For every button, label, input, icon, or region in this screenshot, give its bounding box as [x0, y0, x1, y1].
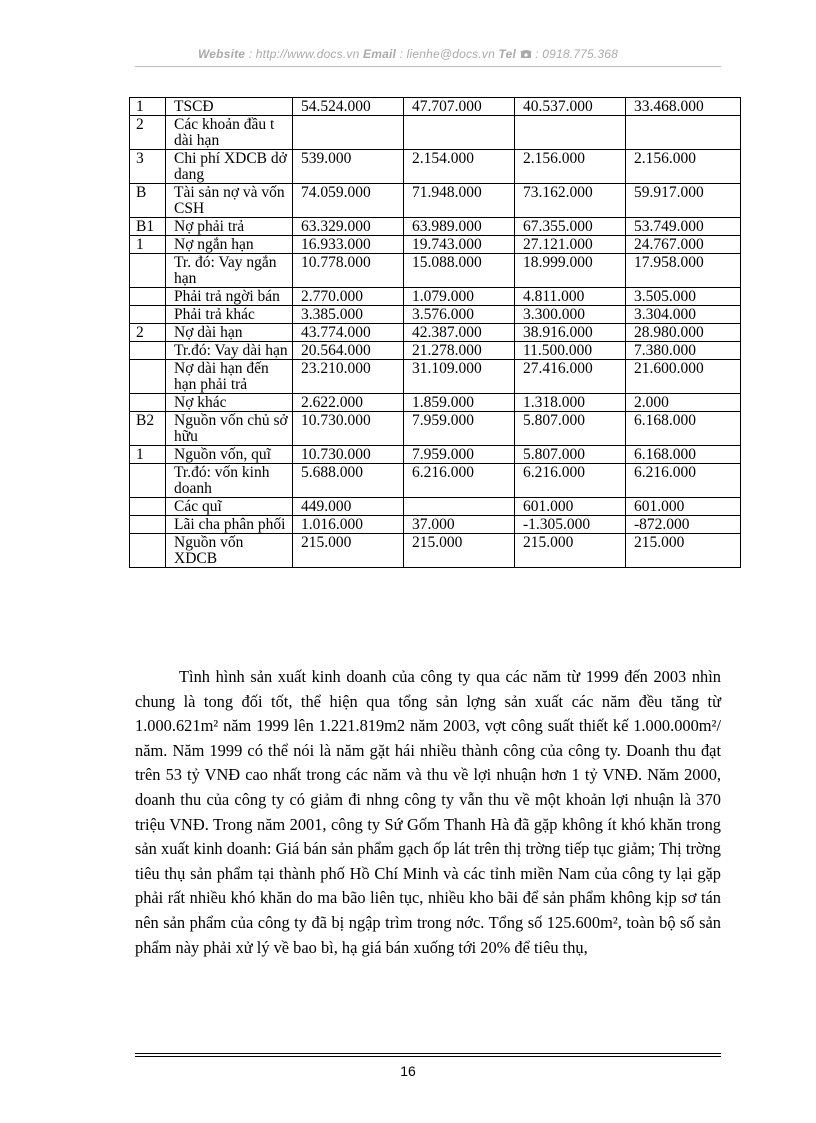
value-cell-1: 2.770.000: [293, 288, 404, 306]
value-cell-4: 24.767.000: [626, 236, 741, 254]
phone-icon: [520, 49, 532, 59]
value-cell-4: 6.168.000: [626, 446, 741, 464]
value-cell-2: 3.576.000: [404, 306, 515, 324]
value-cell-2: 63.989.000: [404, 218, 515, 236]
value-cell-1: 449.000: [293, 498, 404, 516]
value-cell-4: 6.216.000: [626, 464, 741, 498]
item-cell: Nợ phải trả: [166, 218, 293, 236]
value-cell-3: 2.156.000: [515, 150, 626, 184]
value-cell-3: 73.162.000: [515, 184, 626, 218]
value-cell-1: 10.730.000: [293, 412, 404, 446]
item-cell: Các khoản đầu t dài hạn: [166, 116, 293, 150]
row-number-cell: B: [130, 184, 166, 218]
row-number-cell: 2: [130, 116, 166, 150]
value-cell-3: 3.300.000: [515, 306, 626, 324]
page-header: [0, 47, 816, 61]
value-cell-1: 23.210.000: [293, 360, 404, 394]
item-cell: Nợ dài hạn đến hạn phải trả: [166, 360, 293, 394]
row-number-cell: 1: [130, 446, 166, 464]
body-paragraph: Tình hình sản xuất kinh doanh của công ty qua các năm từ 1999 đến 2003 nhìn chung là tong đối tốt, thể hiện qua tổng sản lợng sản xuất các năm đều tăng từ 1.000.621m² năm 1999 lên 1.221.819m2 năm 2003, vợt công suất thiết kế 1.000.000m²/ năm. Năm 1999 có thể nói là năm gặt hái nhiều thành công của công ty. Doanh thu đạt trên 53 tỷ VNĐ cao nhất trong các năm và thu về lợi nhuận hơn 1 tỷ VNĐ. Năm 2000, doanh thu của công ty có giảm đi nhng công ty vẫn thu về một khoản lợi nhuận là 370 triệu VNĐ. Trong năm 2001, công ty Sứ Gốm Thanh Hà đã gặp không ít khó khăn trong sản xuất kinh doanh: Giá bán sản phẩm gạch ốp lát trên thị trờng tiếp tục giảm; Thị trờng tiêu thụ sản phẩm tại thành phố Hồ Chí Minh và các tỉnh miền Nam của công ty lại gặp phải rất nhiều khó khăn do ma bão liên tục, nhiều kho bãi để sản phẩm không kịp sơ tán nên sản phẩm của công ty đã bị ngập trìm trong nớc. Tổng số 125.600m², toàn bộ số sản phẩm này phải xử lý về bao bì, hạ giá bán xuống tới 20% để tiêu thụ,: [135, 667, 721, 957]
value-cell-1: 215.000: [293, 534, 404, 568]
table-body: [130, 98, 741, 568]
value-cell-2: 31.109.000: [404, 360, 515, 394]
value-cell-2: 7.959.000: [404, 412, 515, 446]
item-cell: Nguồn vốn XDCB: [166, 534, 293, 568]
item-cell: Các quĩ: [166, 498, 293, 516]
value-cell-1: 3.385.000: [293, 306, 404, 324]
row-number-cell: [130, 288, 166, 306]
value-cell-2: 1.859.000: [404, 394, 515, 412]
item-cell: Tài sản nợ và vốn CSH: [166, 184, 293, 218]
value-cell-2: 47.707.000: [404, 98, 515, 116]
item-cell: Nguồn vốn, quĩ: [166, 446, 293, 464]
row-number-cell: [130, 342, 166, 360]
table-row: [130, 394, 741, 412]
value-cell-2: 37.000: [404, 516, 515, 534]
table-row: [130, 116, 741, 150]
value-cell-3: 27.121.000: [515, 236, 626, 254]
value-cell-1: 74.059.000: [293, 184, 404, 218]
value-cell-1: 10.778.000: [293, 254, 404, 288]
row-number-cell: [130, 464, 166, 498]
table-row: [130, 516, 741, 534]
value-cell-4: 7.380.000: [626, 342, 741, 360]
value-cell-2: 7.959.000: [404, 446, 515, 464]
website-value: : http://www.docs.vn: [248, 47, 360, 61]
table-row: [130, 498, 741, 516]
row-number-cell: [130, 360, 166, 394]
value-cell-1: 20.564.000: [293, 342, 404, 360]
row-number-cell: 2: [130, 324, 166, 342]
value-cell-4: 215.000: [626, 534, 741, 568]
table-row: [130, 150, 741, 184]
item-cell: Chi phí XDCB dở dang: [166, 150, 293, 184]
value-cell-1: 63.329.000: [293, 218, 404, 236]
value-cell-1: [293, 116, 404, 150]
value-cell-4: [626, 116, 741, 150]
row-number-cell: [130, 498, 166, 516]
value-cell-2: 1.079.000: [404, 288, 515, 306]
value-cell-4: 53.749.000: [626, 218, 741, 236]
value-cell-4: 59.917.000: [626, 184, 741, 218]
table-row: [130, 360, 741, 394]
value-cell-4: 33.468.000: [626, 98, 741, 116]
value-cell-3: 215.000: [515, 534, 626, 568]
row-number-cell: [130, 394, 166, 412]
value-cell-4: 28.980.000: [626, 324, 741, 342]
table-row: [130, 218, 741, 236]
value-cell-1: 5.688.000: [293, 464, 404, 498]
item-cell: Tr. đó: Vay ngắn hạn: [166, 254, 293, 288]
value-cell-2: 6.216.000: [404, 464, 515, 498]
row-number-cell: [130, 516, 166, 534]
value-cell-1: 1.016.000: [293, 516, 404, 534]
row-number-cell: [130, 254, 166, 288]
value-cell-4: 2.000: [626, 394, 741, 412]
table-row: [130, 306, 741, 324]
value-cell-2: 71.948.000: [404, 184, 515, 218]
value-cell-3: 18.999.000: [515, 254, 626, 288]
value-cell-2: 42.387.000: [404, 324, 515, 342]
value-cell-4: 601.000: [626, 498, 741, 516]
value-cell-2: 21.278.000: [404, 342, 515, 360]
item-cell: Nợ ngắn hạn: [166, 236, 293, 254]
value-cell-3: -1.305.000: [515, 516, 626, 534]
website-label: Website: [197, 47, 246, 61]
tel-label: Tel: [498, 47, 517, 61]
value-cell-2: 215.000: [404, 534, 515, 568]
table-row: [130, 464, 741, 498]
footer-divider: [135, 1053, 721, 1054]
value-cell-3: [515, 116, 626, 150]
value-cell-4: 3.505.000: [626, 288, 741, 306]
value-cell-1: 16.933.000: [293, 236, 404, 254]
value-cell-3: 67.355.000: [515, 218, 626, 236]
value-cell-3: 601.000: [515, 498, 626, 516]
value-cell-4: 2.156.000: [626, 150, 741, 184]
table-row: [130, 288, 741, 306]
footer-divider-double: [135, 1056, 721, 1057]
item-cell: Lãi cha phân phối: [166, 516, 293, 534]
value-cell-3: 5.807.000: [515, 412, 626, 446]
value-cell-3: 1.318.000: [515, 394, 626, 412]
table-row: [130, 324, 741, 342]
table-row: [130, 534, 741, 568]
row-number-cell: [130, 534, 166, 568]
value-cell-1: 43.774.000: [293, 324, 404, 342]
value-cell-4: 17.958.000: [626, 254, 741, 288]
value-cell-2: [404, 116, 515, 150]
email-value: : lienhe@docs.vn: [399, 47, 495, 61]
item-cell: Phải trả ngời bán: [166, 288, 293, 306]
balance-sheet-table: [129, 97, 741, 568]
email-label: Email: [363, 47, 397, 61]
value-cell-2: 2.154.000: [404, 150, 515, 184]
value-cell-3: 4.811.000: [515, 288, 626, 306]
table-row: [130, 98, 741, 116]
value-cell-3: 40.537.000: [515, 98, 626, 116]
value-cell-3: 5.807.000: [515, 446, 626, 464]
value-cell-3: 27.416.000: [515, 360, 626, 394]
value-cell-2: [404, 498, 515, 516]
value-cell-4: 3.304.000: [626, 306, 741, 324]
item-cell: Tr.đó: vốn kinh doanh: [166, 464, 293, 498]
page-number: 16: [400, 1063, 416, 1079]
value-cell-3: 11.500.000: [515, 342, 626, 360]
table-row: [130, 446, 741, 464]
value-cell-4: -872.000: [626, 516, 741, 534]
item-cell: Nợ khác: [166, 394, 293, 412]
value-cell-2: 15.088.000: [404, 254, 515, 288]
value-cell-4: 21.600.000: [626, 360, 741, 394]
item-cell: TSCĐ: [166, 98, 293, 116]
value-cell-2: 19.743.000: [404, 236, 515, 254]
table-row: [130, 412, 741, 446]
value-cell-1: 2.622.000: [293, 394, 404, 412]
value-cell-1: 10.730.000: [293, 446, 404, 464]
table-row: [130, 254, 741, 288]
row-number-cell: 3: [130, 150, 166, 184]
table-row: [130, 236, 741, 254]
table-row: [130, 342, 741, 360]
tel-value: : 0918.775.368: [535, 47, 619, 61]
value-cell-3: 6.216.000: [515, 464, 626, 498]
value-cell-3: 38.916.000: [515, 324, 626, 342]
body-text: [135, 665, 721, 960]
item-cell: Tr.đó: Vay dài hạn: [166, 342, 293, 360]
header-divider: [135, 66, 721, 67]
row-number-cell: 1: [130, 98, 166, 116]
item-cell: Phải trả khác: [166, 306, 293, 324]
row-number-cell: B1: [130, 218, 166, 236]
value-cell-1: 54.524.000: [293, 98, 404, 116]
item-cell: Nợ dài hạn: [166, 324, 293, 342]
table-row: [130, 184, 741, 218]
row-number-cell: [130, 306, 166, 324]
item-cell: Nguồn vốn chủ sở hữu: [166, 412, 293, 446]
value-cell-4: 6.168.000: [626, 412, 741, 446]
row-number-cell: 1: [130, 236, 166, 254]
row-number-cell: B2: [130, 412, 166, 446]
value-cell-1: 539.000: [293, 150, 404, 184]
